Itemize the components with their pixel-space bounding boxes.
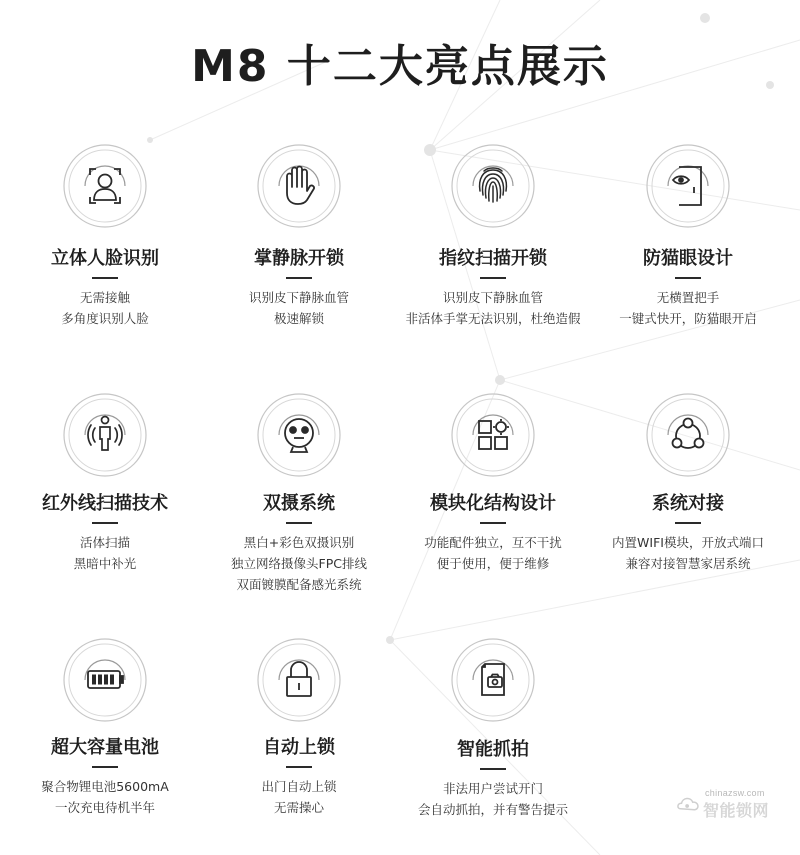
title-underline	[480, 768, 506, 770]
watermark-domain: chinazsw.com	[705, 788, 765, 798]
battery-icon	[62, 637, 148, 723]
feature-title: 模块化结构设计	[430, 493, 556, 514]
feature-battery	[10, 637, 200, 818]
feature-title: 防猫眼设计	[643, 248, 733, 269]
padlock-icon	[256, 637, 342, 723]
watermark-logo-icon	[675, 792, 703, 820]
feature-palm-vein	[204, 143, 394, 329]
feature-desc: 出门自动上锁 无需操心	[261, 779, 337, 815]
feature-system-connect	[593, 392, 783, 574]
title-underline	[675, 522, 701, 524]
title-underline	[92, 766, 118, 768]
feature-desc: 黑白+彩色双摄识别 独立网络摄像头FPC排线 双面镀膜配备感光系统	[231, 535, 367, 592]
feature-desc: 功能配件独立，互不干扰 便于使用，便于维修	[424, 535, 562, 571]
feature-title: 自动上锁	[263, 737, 335, 758]
page-title: M8 十二大亮点展示	[191, 41, 609, 92]
feature-title: 系统对接	[652, 493, 724, 514]
feature-desc: 识别皮下静脉血管 非活体手掌无法识别，杜绝造假	[405, 290, 581, 326]
face-recognition-icon	[62, 143, 148, 229]
watermark-text: 智能锁网	[703, 801, 770, 820]
feature-face-recognition	[10, 143, 200, 329]
title-underline	[480, 277, 506, 279]
title-underline	[480, 522, 506, 524]
title-underline	[286, 277, 312, 279]
fingerprint-icon	[450, 143, 536, 229]
feature-auto-lock	[204, 637, 394, 818]
feature-title: 掌静脉开锁	[254, 248, 344, 269]
feature-desc: 聚合物锂电池5600mA 一次充电待机半年	[41, 779, 169, 815]
feature-desc: 活体扫描 黑暗中补光	[73, 535, 137, 571]
dual-camera-icon	[256, 392, 342, 478]
feature-infrared-scan	[10, 392, 200, 574]
feature-desc: 内置WIFI模块，开放式端口 兼容对接智慧家居系统	[612, 535, 764, 571]
feature-title: 立体人脸识别	[51, 248, 159, 269]
feature-anti-peephole	[593, 143, 783, 329]
infrared-scan-icon	[62, 392, 148, 478]
feature-dual-camera	[204, 392, 394, 595]
feature-desc: 非法用户尝试开门 会自动抓拍，并有警告提示	[417, 781, 568, 817]
title-underline	[92, 277, 118, 279]
title-underline	[675, 277, 701, 279]
feature-title: 红外线扫描技术	[42, 493, 168, 514]
feature-modular-structure	[398, 392, 588, 574]
system-connect-icon	[645, 392, 731, 478]
title-underline	[286, 766, 312, 768]
feature-desc: 无需接触 多角度识别人脸	[61, 290, 149, 326]
title-underline	[286, 522, 312, 524]
feature-desc: 识别皮下静脉血管 极速解锁	[248, 290, 349, 326]
smart-capture-icon	[450, 637, 536, 723]
feature-smart-capture	[398, 637, 588, 820]
palm-vein-icon	[256, 143, 342, 229]
title-underline	[92, 522, 118, 524]
feature-title: 指纹扫描开锁	[439, 248, 547, 269]
feature-fingerprint	[398, 143, 588, 329]
site-watermark	[675, 788, 785, 822]
feature-title: 双摄系统	[263, 493, 335, 514]
anti-peephole-icon	[645, 143, 731, 229]
modular-structure-icon	[450, 392, 536, 478]
feature-desc: 无横置把手 一键式快开，防猫眼开启	[619, 290, 757, 326]
feature-title: 智能抓拍	[457, 739, 529, 760]
feature-title: 超大容量电池	[51, 737, 159, 758]
